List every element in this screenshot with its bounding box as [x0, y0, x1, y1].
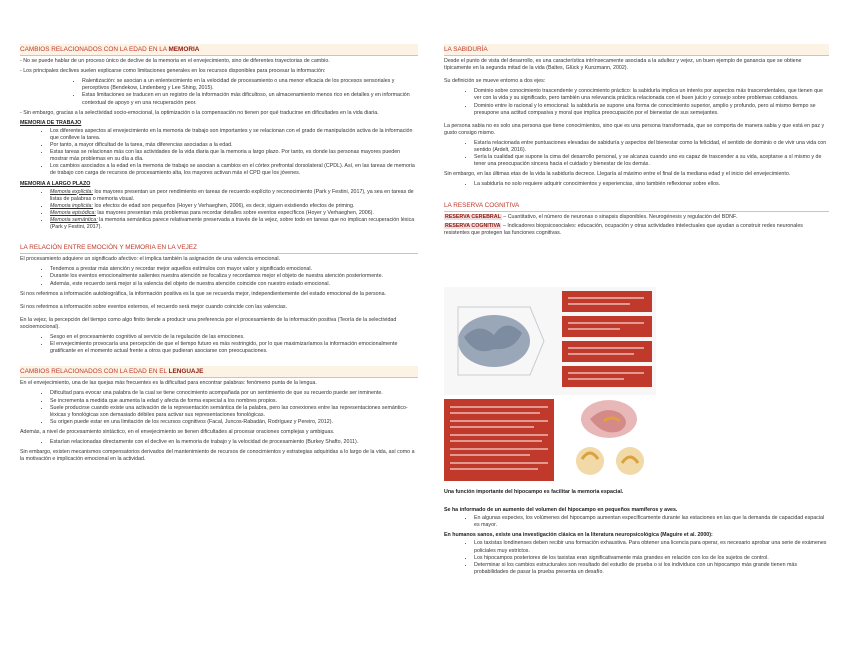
paragraph: Sin embargo, en las últimas etas de la vida la sabiduría decrece. Llegaría al máximo entre el final de la mediana edad y el inicio del envejecimiento.: [444, 171, 791, 178]
paragraph: Desde el punto de vista del desarrollo, es una característica intrínsecamente asociada a la adultez y vejez, un buen ejemplo de ganancia que se obtiene típicamente en la segunda mitad de la vida (Baltes, Glück y Kunzmann, 2002).: [444, 58, 802, 72]
long-term-memory-list: [20, 189, 418, 232]
subheading-long-term-memory: MEMORIA A LARGO PLAZO: [20, 180, 91, 187]
list-item: • Se incrementa a medida que aumenta la edad y afecta de forma especial a los nombres propios.: [50, 398, 418, 405]
wisdom-list: [444, 88, 829, 116]
hippocampus-list-2: [444, 540, 829, 575]
list-item: • Memoria implícita: los efectos de edad son pequeños (Hoyer y Verhaeghen, 2006), es decir, siguen existiendo efectos de priming.: [50, 203, 418, 210]
list-item: • Memoria semántica: la memoria semántica parece relativamente preservada a través de la vejez, sobre todo en tareas que no implican recuperación léxica (Park y Festini, 2017).: [50, 217, 418, 231]
list-item: • Ralentización: se asocian a un enlentecimiento en la velocidad de procesamiento o una menor eficacia de los procesos sensoriales y perceptivos (Bendekow, Lindenberg y Lee Shing, 2015).: [82, 78, 418, 92]
wisdom-list-2: [444, 140, 829, 168]
list-item: • Los taxistas londinenses deben recibir una formación exhaustiva. Para obtener una licencia para operar, es necesario aprobar una serie de exámenes policiales muy estrictos.: [474, 540, 829, 554]
list-item: • Dominio sobre conocimiento trascendente y conocimiento práctico: la sabiduría implica un interés por aspectos más trascendentales, que tienen que ver con la vida y su significado, pero también una relevancia práctica relacionada con el buen juicio y consejo sobre problemas cotidianos.: [474, 88, 829, 102]
list-item: • Memoria episódica: las mayores presentan más problemas para recordar detalles sobre eventos específicos (Hoyer y Verhaeghen, 2006).: [50, 210, 418, 217]
hippocampus-text: [444, 487, 829, 579]
sub-list: [20, 78, 418, 106]
list-item: • La sabiduría no solo requiere adquirir conocimientos y experiencias, sino también reflexionar sobre ellos.: [474, 181, 829, 188]
paragraph: Además, a nivel de procesamiento sintáctico, en el envejecimiento se tienen dificultades al procesar oraciones complejas y ambiguas.: [20, 428, 335, 435]
language-list: [20, 390, 418, 425]
list-item: • Suele producirse cuando existe una activación de la representación semántica de la palabra, pero las conexiones entre las representaciones semántico-léxicas y fonológicas son demasiado débiles para activar sus representaciones fonológicas.: [50, 405, 418, 419]
list-item: • Memoria explícita: los mayores presentan un peor rendimiento en tareas de recuerdo explícito y reconocimiento (Park y Festini, 2017), ya sea en tareas de listas de palabras o memoria visual.: [50, 189, 418, 203]
list-item: • Estas limitaciones se traducen en un registro de la información más dificultoso, un almacenamiento menos rico en detalles y en información contextual de apoyo y en una recuperación peor.: [82, 92, 418, 106]
list-item: • Sería la cualidad que supone la cima del desarrollo personal, y se alcanza cuando uno es capaz de trascender a su vida, aceptarse a sí mismo y de tener una preocupación sincera hacia el cuidado y bienestar de los demás.: [474, 154, 829, 168]
paragraph: En la vejez, la percepción del tiempo como algo finito tiende a producir una preferencia por el procesamiento de la información positiva (Teoría de la selectividad socioemocional).: [20, 316, 397, 330]
paragraph: - No se puede hablar de un proceso único de declive de la memoria en el envejecimiento, sino de diferentes trayectorias de cambio.: [20, 58, 330, 65]
hippocampus-list-1: [444, 515, 829, 529]
wisdom-list-3: [444, 181, 829, 188]
figure-caption: Una función importante del hipocampo es facilitar la memoria espacial.: [444, 489, 624, 495]
list-item: • Además, este recuerdo será mejor si la valencia del objeto de nuestra atención coincide con nuestro estado emocional.: [50, 281, 418, 288]
paragraph: Sin embargo, existen mecanismos compensatorios derivados del mantenimiento de recursos de conocimientos y estrategias adquiridas a lo largo de la vida, así como a la motivación e implicación emocional en la actividad.: [20, 449, 415, 463]
paragraph: Si nos referimos a información sobre eventos externos, el recuerdo será mejor cuando coincide con las valencias.: [20, 303, 288, 310]
left-column: [20, 44, 418, 466]
list-item: • Sesgo en el procesamiento cognitivo al servicio de la regulación de las emociones.: [50, 334, 418, 341]
section-heading-cognitive-reserve: LA RESERVA COGNITIVA: [444, 200, 829, 212]
list-item: • Dificultad para evocar una palabra de la cual se tiene conocimiento acompañada por un sentimiento de que su recuerdo puede ser inminente.: [50, 390, 418, 397]
emotion-list: [20, 266, 418, 287]
section-heading-memory: CAMBIOS RELACIONADOS CON LA EDAD EN LA MEMORIA: [20, 44, 418, 56]
list-item: • En algunas especies, los volúmenes del hipocampo aumentan específicamente durante las estaciones en las que la demanda de capacidad espacial es mayor.: [474, 515, 829, 529]
paragraph: En el envejecimiento, una de las quejas más frecuentes es la dificultad para encontrar palabras: fenómeno punta de la lengua.: [20, 380, 317, 387]
paragraph: - Sin embargo, gracias a la selectividad socio-emocional, la optimización o la compensación no tienen por qué traducirse en dificultades en la vida diaria.: [20, 109, 379, 116]
list-item: • Dominio entre lo racional y lo emocional: la sabiduría se supone una forma de conocimiento superior, amplio y profundo, pero al mismo tiempo se presupone una actitud compasiva y moral que implica preocupación por el bienestar de sus semejantes.: [474, 103, 829, 117]
section-heading-language: CAMBIOS RELACIONADOS CON LA EDAD EN EL LENGUAJE: [20, 366, 418, 378]
list-item: • Determinar si los cambios estructurales son resultado del estudio de prueba o si los individuos con un hipocampo más grande tienen más probabilidades de pasar la prueba presenta un desafío.: [474, 562, 829, 576]
paragraph: El procesamiento adquiere un significado afectivo: el implica también la asignación de una valencia emocional.: [20, 256, 280, 263]
paragraph: RESERVA COGNITIVA – Indicadores biopsicosociales: educación, ocupación y otras actividades intelectuales que ayudan a construir redes neuronales resistentes que protegen las funciones cognitivas.: [444, 222, 803, 236]
paragraph: En humanos sanos, existe una investigación clásica en la literatura neuropsicológica (Maguire et al. 2000):: [444, 532, 713, 539]
list-item: • Estaría relacionada entre puntuaciones elevadas de sabiduría y aspectos del bienestar como la felicidad, el sentido de dominio o de vivir una vida con sentido (Ardelt, 2016).: [474, 140, 829, 154]
list-item: • Los hipocampos posteriores de los taxistas eran significativamente más grandes en relación con los de los sujetos de control.: [474, 555, 829, 562]
list-item: • Estarían relacionadas directamente con el declive en la memoria de trabajo y la velocidad de procesamiento (Burkey Shafto, 2011).: [50, 439, 418, 446]
list-item: • Durante los eventos emocionalmente salientes nuestra atención se focaliza y recordamos mejor el objeto de nuestra atención posteriormente.: [50, 273, 418, 280]
cognitive-reserve-diagram: [444, 287, 656, 395]
working-memory-list: [20, 128, 418, 178]
section-heading-emotion-memory: LA RELACIÓN ENTRE EMOCIÓN Y MEMORIA EN LA VEJEZ: [20, 242, 418, 254]
paragraph: La persona sabia no es solo una persona que tiene conocimientos, sino que es una persona transformada, que se comporta de manera sabia y que está en paz y gusto consigo mismo.: [444, 122, 825, 136]
selectivity-list: [20, 334, 418, 355]
subheading-working-memory: MEMORIA DE TRABAJO: [20, 119, 82, 126]
list-item: • Los diferentes aspectos al envejecimiento en la memoria de trabajo son importantes y se relacionan con el grado de manipulación activa de la información que conlleve la tarea.: [50, 128, 418, 142]
paragraph: Su definición se mueve entorno a dos ejes:: [444, 78, 546, 85]
paragraph: Se ha informado de un aumento del volumen del hipocampo en pequeños mamíferos y aves.: [444, 507, 678, 514]
paragraph: - Los principales declives suelen explicarse como limitaciones generales en los recursos disponibles para procesar la información:: [20, 68, 326, 75]
syntax-list: [20, 439, 418, 446]
list-item: • Su origen puede estar en una limitación de los recursos cognitivos (Facal, Juncos-Rabadán, Rodríguez y Pereiro, 2012).: [50, 419, 418, 426]
section-heading-wisdom: LA SABIDURÍA: [444, 44, 829, 56]
right-column: [444, 44, 829, 240]
paragraph: RESERVA CEREBRAL – Cuantitativo, el número de neuronas o sinapsis disponibles. Neurogénesis y regulación del BDNF.: [445, 213, 738, 220]
list-item: • Estas tareas se relacionan más con las actividades de la vida diaria que la memoria a largo plazo. Por tanto, es donde las personas mayores pueden mostrar más problemas en su día a día.: [50, 149, 418, 163]
list-item: • Por tanto, a mayor dificultad de la tarea, más diferencias asociadas a la edad.: [50, 142, 418, 149]
list-item: • Tendemos a prestar más atención y recordar mejor aquellos estímulos con mayor valor y significado emocional.: [50, 266, 418, 273]
hippocampus-figure: [444, 397, 656, 483]
list-item: • Los cambios asociados a la edad en la memoria de trabajo se asocian a cambios en el córtex prefrontal dorsolateral (CPDL). Así, en las tareas de memoria de trabajo con carga de recursos de procesamiento alta, los mayores activan más el CPD que los jóvenes.: [50, 163, 418, 177]
list-item: • El envejecimiento provocaría una percepción de que el tiempo futuro es más restringido, por lo que maximizaríamos la información emocionalmente gratificante en el momento actual frente a otros que pudieran asociarse con preocupaciones.: [50, 341, 418, 355]
paragraph: Si nos referimos a información autobiográfica, la información positiva es la que se recuerda mejor, independientemente del estado emocional de la persona.: [20, 290, 386, 297]
